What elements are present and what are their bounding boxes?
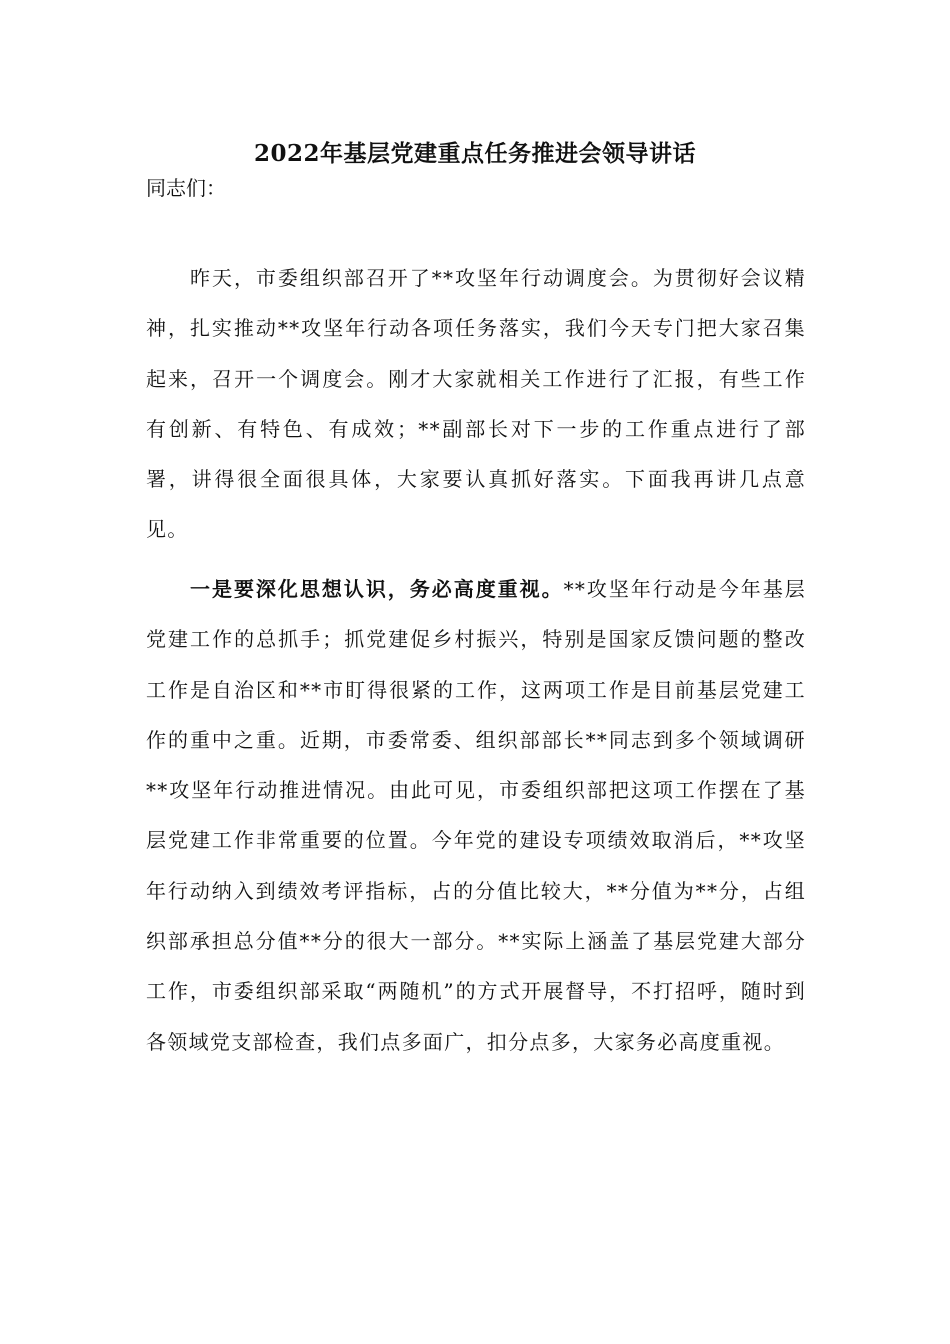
salutation: 同志们： [146,176,226,200]
paragraph-lead-heading: 一是要深化思想认识，务必高度重视。 [190,577,564,601]
document-title: 2022年基层党建重点任务推进会领导讲话 [253,140,696,167]
paragraph-opening [146,253,806,555]
paragraph-point-one [146,564,806,1067]
paragraph-body: **攻坚年行动是今年基层党建工作的总抓手；抓党建促乡村振兴，特别是国家反馈问题的整改工作是自治区和**市盯得很紧的工作，这两项工作是目前基层党建工作的重中之重。近期，市委常委、组织部部长**同志到多个领域调研**攻坚年行动推进情况。由此可见，市委组织部把这项工作摆在了基层党建工作非常重要的位置。今年党的建设专项绩效取消后，**攻坚年行动纳入到绩效考评指标，占的分值比较大，**分值为**分，占组织部承担总分值**分的很大一部分。**实际上涵盖了基层党建大部分工作，市委组织部采取“两随机”的方式开展督导，不打招呼，随时到各领域党支部检查，我们点多面广，扣分点多，大家务必高度重视。 [146,577,806,1054]
paragraph-body: 昨天，市委组织部召开了**攻坚年行动调度会。为贯彻好会议精神，扎实推动**攻坚年行动各项任务落实，我们今天专门把大家召集起来，召开一个调度会。刚才大家就相关工作进行了汇报，有些工作有创新、有特色、有成效；**副部长对下一步的工作重点进行了部署，讲得很全面很具体，大家要认真抓好落实。下面我再讲几点意见。 [146,266,806,542]
